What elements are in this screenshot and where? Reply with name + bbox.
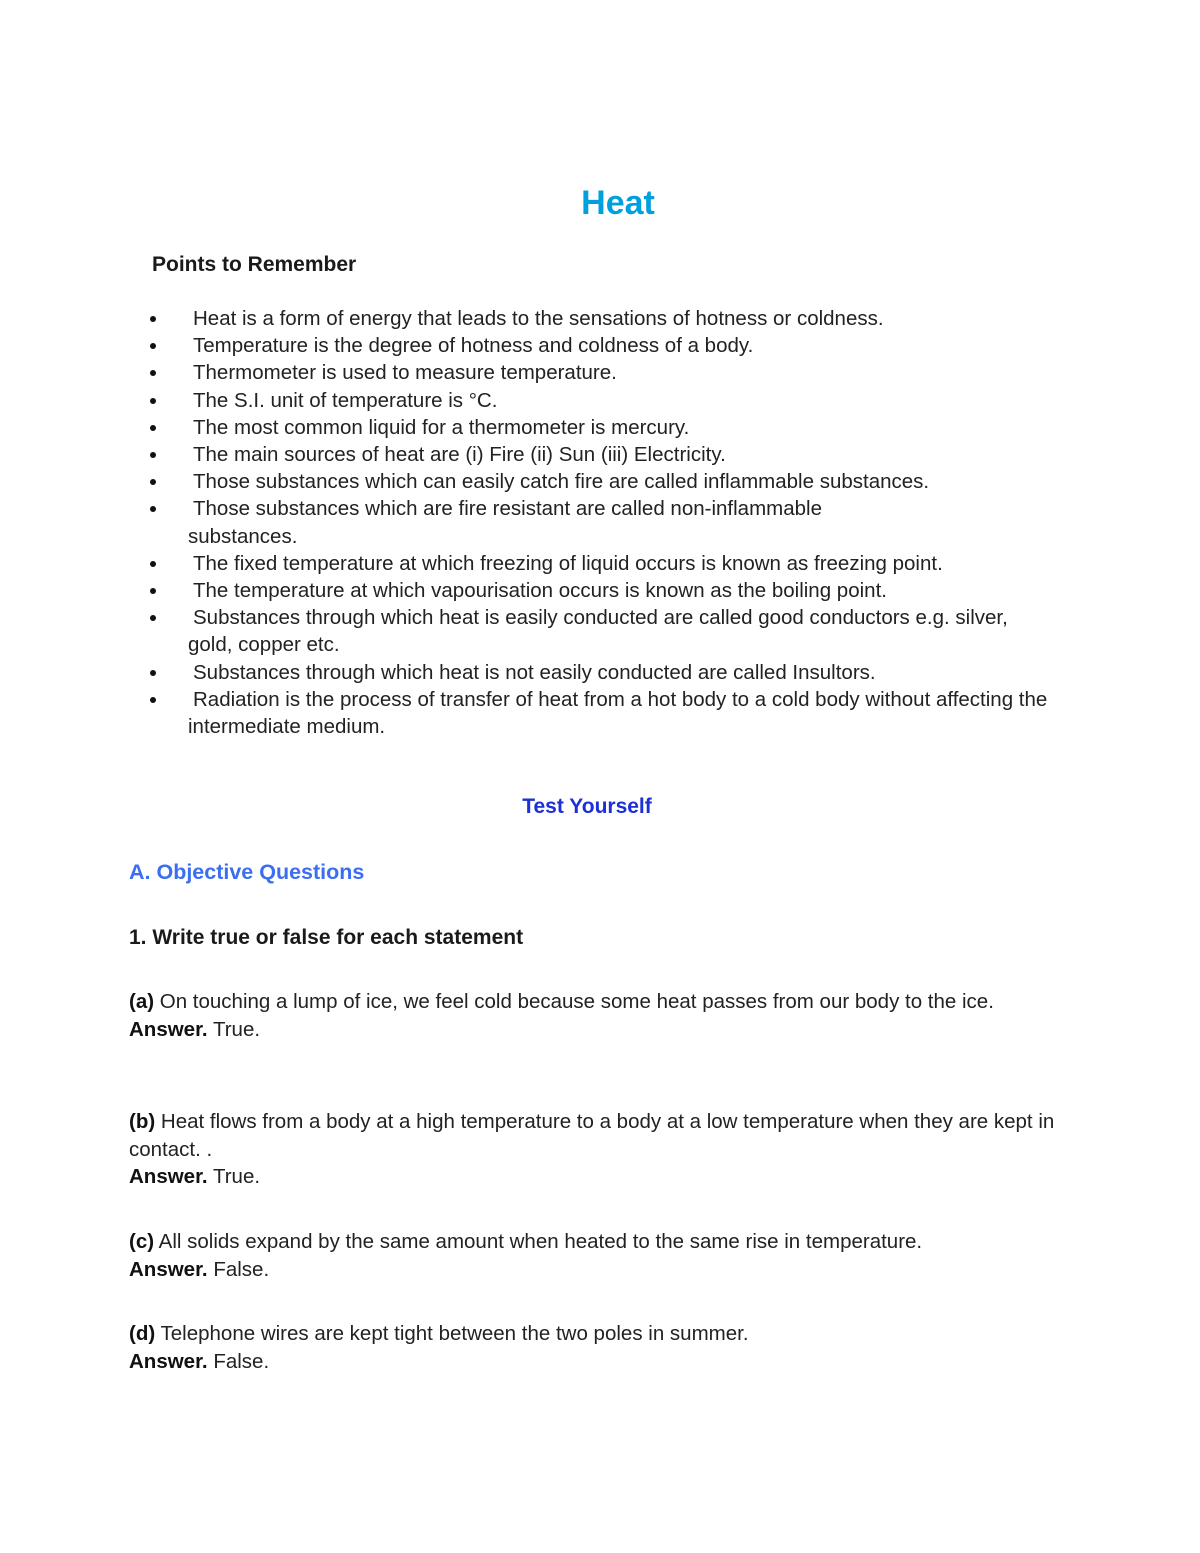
bullet-icon [150, 452, 156, 458]
bullet-icon [150, 588, 156, 594]
answer-label: Answer. [129, 1257, 208, 1281]
list-item [150, 686, 1050, 740]
list-item [150, 387, 1050, 414]
question-body: Telephone wires are kept tight between the two poles in summer. [160, 1322, 749, 1345]
list-item-text: The S.I. unit of temperature is °C. [193, 388, 498, 412]
list-item-text: Heat is a form of energy that leads to the sensations of hotness or coldness. [193, 307, 884, 330]
question-body: All solids expand by the same amount when heated to the same rise in temperature. [158, 1230, 923, 1253]
question-block [129, 988, 1059, 1043]
bullet-icon [150, 370, 156, 376]
answer-line [129, 1163, 1059, 1191]
list-item-text: Radiation is the process of transfer of heat from a hot body to a cold body without affecting the intermediate medium. [188, 687, 1048, 739]
list-item-text: Those substances which can easily catch fire are called inflammable substances. [193, 470, 930, 494]
list-item [150, 495, 1050, 549]
question-body: On touching a lump of ice, we feel cold because some heat passes from our body to the ice. [159, 990, 994, 1013]
list-item [150, 604, 1050, 658]
answer-value: False. [213, 1257, 270, 1281]
test-yourself-heading: Test Yourself [522, 795, 652, 818]
bullet-icon [150, 615, 156, 621]
list-item [150, 577, 1050, 604]
answer-label: Answer. [129, 1017, 208, 1041]
list-item-text: Substances through which heat is not easily conducted are called Insultors. [193, 660, 876, 684]
answer-line [129, 1256, 1059, 1284]
list-item [150, 305, 1050, 332]
bullet-icon [150, 670, 156, 676]
list-item-text: Temperature is the degree of hotness and coldness of a body. [193, 334, 754, 358]
question-label: (b) [129, 1110, 156, 1133]
answer-line [129, 1348, 1059, 1376]
bullet-icon [150, 561, 156, 567]
list-item [150, 359, 1050, 386]
bullet-icon [150, 425, 156, 431]
question-text [129, 988, 1059, 1016]
question-block [129, 1228, 1059, 1283]
answer-label: Answer. [129, 1165, 208, 1188]
list-item [150, 414, 1050, 441]
question-text [129, 1228, 1059, 1256]
question-text [129, 1108, 1059, 1163]
list-item-text: Those substances which are fire resistant are called non-inflammable substances. [188, 497, 822, 548]
bullet-icon [150, 398, 156, 404]
answer-value: True. [212, 1165, 261, 1188]
question-block [129, 1320, 1059, 1375]
list-item [150, 332, 1050, 359]
answer-label: Answer. [129, 1349, 208, 1373]
question-body: Heat flows from a body at a high temperature to a body at a low temperature when they are kept in contact. . [129, 1110, 1055, 1161]
question-block [129, 1108, 1059, 1191]
list-item-text: The most common liquid for a thermometer is mercury. [193, 415, 690, 439]
bullet-icon [150, 506, 156, 512]
bullet-icon [150, 479, 156, 485]
question-label: (a) [129, 990, 155, 1013]
question-label: (c) [129, 1230, 155, 1253]
section-a-heading: A. Objective Questions [129, 860, 365, 884]
list-item-text: The fixed temperature at which freezing of liquid occurs is known as freezing point. [193, 551, 943, 575]
bullet-icon [150, 316, 156, 322]
points-heading: Points to Remember [152, 253, 357, 276]
bullet-icon [150, 343, 156, 349]
answer-line [129, 1016, 1059, 1044]
list-item [150, 659, 1050, 686]
points-list [150, 305, 1050, 740]
list-item [150, 468, 1050, 495]
list-item [150, 441, 1050, 468]
page-title: Heat [581, 184, 655, 222]
question-text [129, 1320, 1059, 1348]
list-item-text: Thermometer is used to measure temperature. [193, 361, 617, 385]
list-item-text: The main sources of heat are (i) Fire (ii) Sun (iii) Electricity. [193, 443, 726, 467]
answer-value: False. [213, 1349, 270, 1373]
list-item [150, 550, 1050, 577]
question-group-heading: 1. Write true or false for each statement [129, 926, 524, 949]
bullet-icon [150, 697, 156, 703]
answer-value: True. [212, 1017, 261, 1041]
list-item-text: Substances through which heat is easily conducted are called good conductors e.g. silver, gold, copper etc. [188, 606, 1008, 657]
list-item-text: The temperature at which vapourisation occurs is known as the boiling point. [193, 579, 887, 603]
question-label: (d) [129, 1322, 156, 1345]
